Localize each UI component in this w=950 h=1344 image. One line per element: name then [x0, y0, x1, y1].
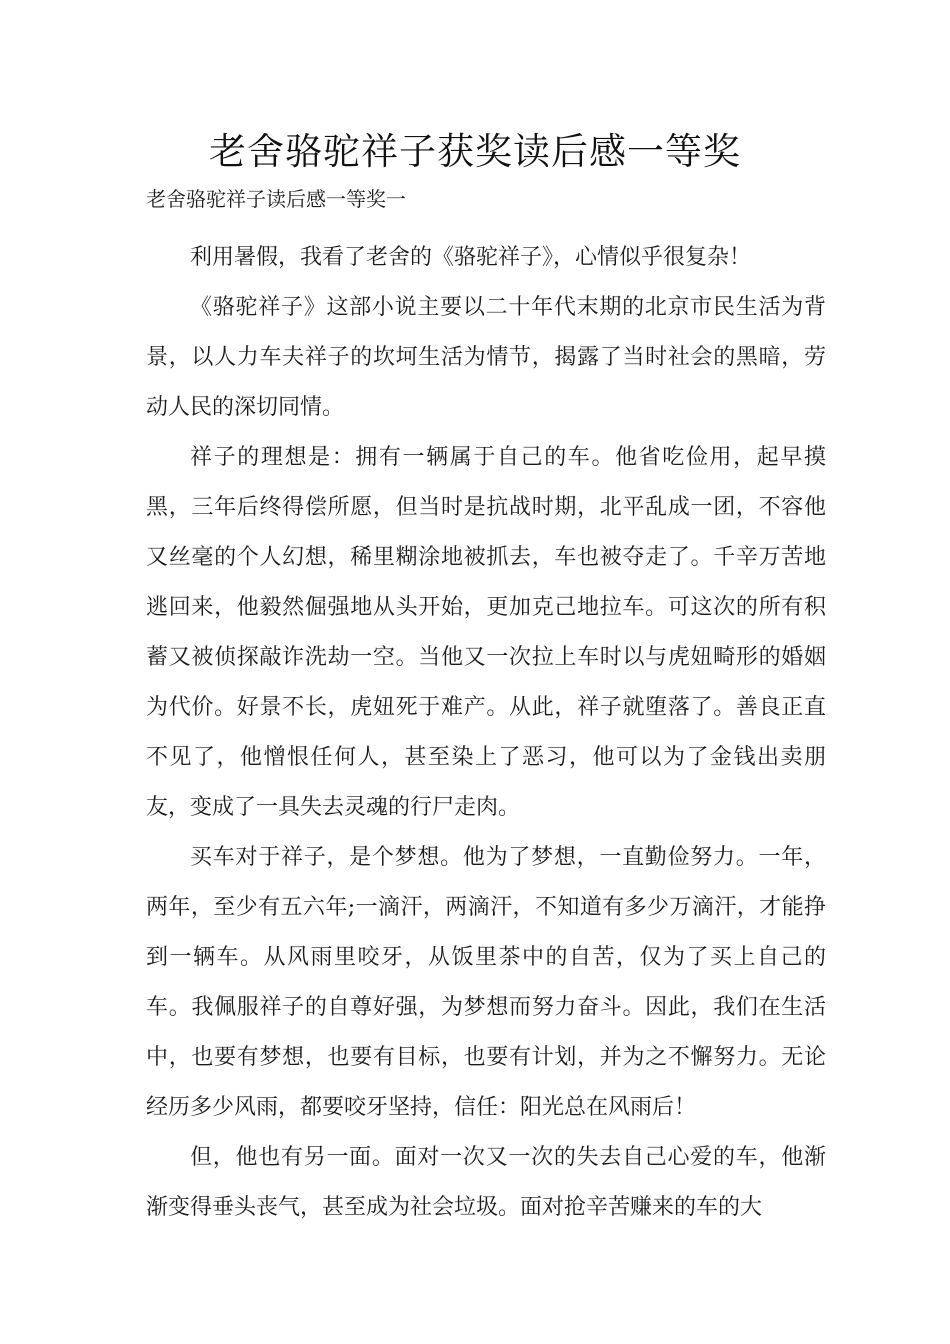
document-subtitle: 老舍骆驼祥子读后感一等奖一	[146, 187, 406, 211]
paragraph: 《骆驼祥子》这部小说主要以二十年代末期的北京市民生活为背景，以人力车夫祥子的坎坷生活为情节，揭露了当时社会的黑暗，劳动人民的深切同情。	[146, 295, 826, 420]
paragraph: 祥子的理想是：拥有一辆属于自己的车。他省吃俭用，起早摸黑，三年后终得偿所愿，但当时是抗战时期，北平乱成一团，不容他又丝毫的个人幻想，稀里糊涂地被抓去，车也被夺走了。千辛万苦地逃回来，他毅然倔强地从头开始，更加克己地拉车。可这次的所有积蓄又被侦探敲诈洗劫一空。当他又一次拉上车时以与虎妞畸形的婚姻为代价。好景不长，虎妞死于难产。从此，祥子就堕落了。善良正直不见了，他憎恨任何人，甚至染上了恶习，他可以为了金钱出卖朋友，变成了一具失去灵魂的行尸走肉。	[146, 445, 826, 820]
paragraph: 买车对于祥子，是个梦想。他为了梦想，一直勤俭努力。一年，两年，至少有五六年;一滴汗，两滴汗，不知道有多少万滴汗，才能挣到一辆车。从风雨里咬牙，从饭里茶中的自苦，仅为了买上自己的车。我佩服祥子的自尊好强，为梦想而努力奋斗。因此，我们在生活中，也要有梦想，也要有目标，也要有计划，并为之不懈努力。无论经历多少风雨，都要咬牙坚持，信任：阳光总在风雨后！	[146, 845, 826, 1120]
document-body	[146, 233, 826, 1233]
paragraph: 利用暑假，我看了老舍的《骆驼祥子》，心情似乎很复杂！	[190, 245, 752, 270]
document-title: 老舍骆驼祥子获奖读后感一等奖	[209, 130, 741, 173]
paragraph: 但，他也有另一面。面对一次又一次的失去自己心爱的车，他渐渐变得垂头丧气，甚至成为社会垃圾。面对抢辛苦赚来的车的大	[146, 1145, 826, 1220]
